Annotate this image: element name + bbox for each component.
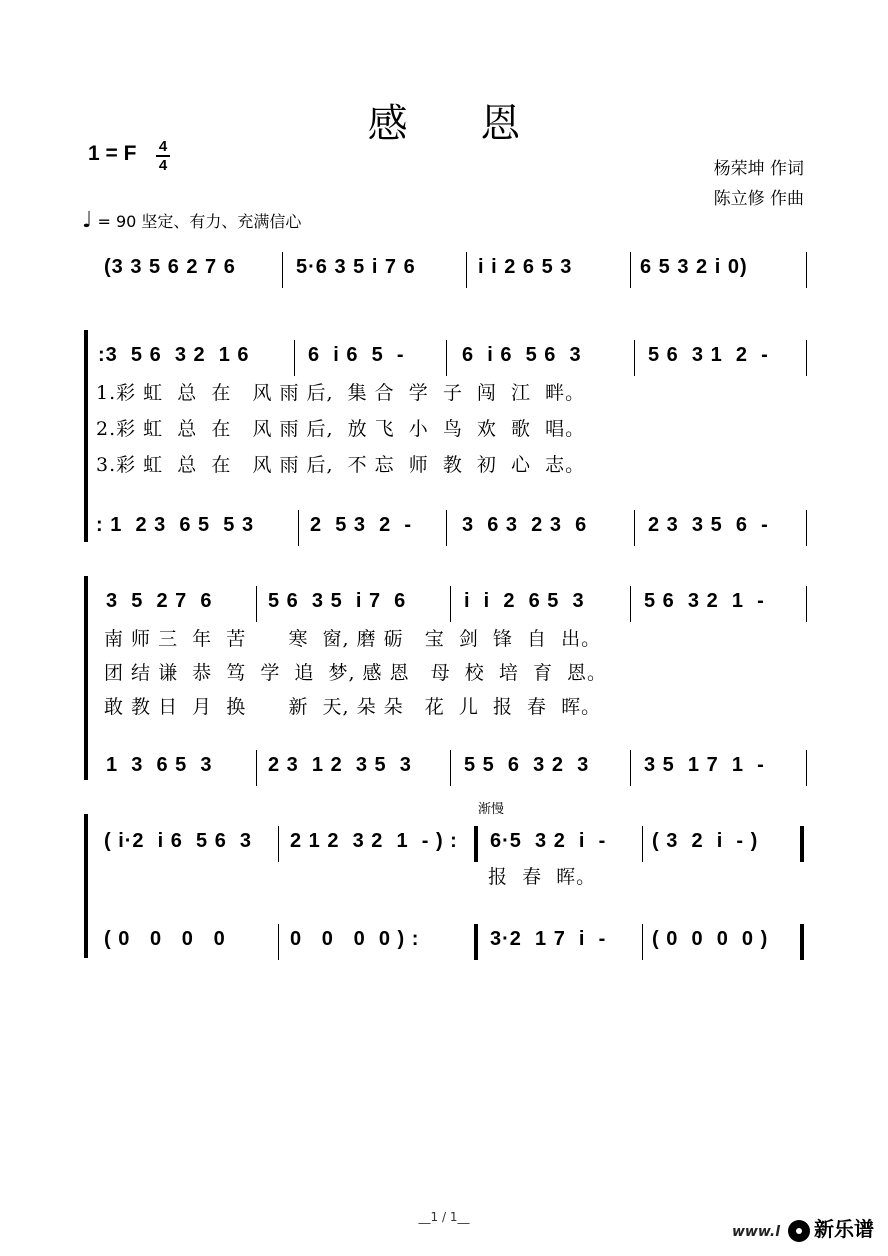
intro-measure-3: i i 2 6 5 3 [478,256,573,278]
barline [630,586,631,622]
s3-lower-measure-4: ( 0 0 0 0 ) [652,928,769,950]
time-signature-bottom: 4 [158,157,168,174]
s1-upper-measure-3: 6 i 6 5 6 3 [462,344,582,366]
barline [282,252,283,288]
intro-measure-1: (3 3 5 6 2 7 6 [104,256,236,278]
s1-lower-measure-4: 2 3 3 5 6 - [648,514,769,536]
time-signature [156,139,170,173]
s3-upper-measure-1: ( i·2 i 6 5 6 3 [104,830,253,852]
repeat-end-barline [474,826,478,862]
barline [630,252,631,288]
barline [294,340,295,376]
s3-lower-measure-2: 0 0 0 0 ) : [290,928,420,950]
s2-upper-measure-1: 3 5 2 7 6 [106,590,213,612]
s1-lyric-verse-1: 1.彩 虹 总 在 风 雨 后, 集 合 学 子 闯 江 畔。 [96,382,586,404]
page-number: __1 / 1__ [418,1210,470,1224]
s1-lyric-verse-3: 3.彩 虹 总 在 风 雨 后, 不 忘 师 教 初 心 志。 [96,454,586,476]
s2-lyric-verse-3: 敢 教 日 月 换 新 天, 朵 朵 花 儿 报 春 晖。 [104,696,602,718]
s2-upper-measure-3: i i 2 6 5 3 [464,590,585,612]
record-logo-icon [788,1220,810,1242]
s3-lyric: 报 春 晖。 [488,866,597,888]
barline [446,340,447,376]
composer-credit: 陈立修 作曲 [713,189,804,209]
tempo-marking [82,208,301,233]
barline [634,510,635,546]
s2-upper-measure-4: 5 6 3 2 1 - [644,590,765,612]
final-barline [800,826,804,862]
lyricist-credit: 杨荣坤 作词 [713,159,804,179]
system-bracket [84,330,88,542]
s3-upper-measure-4: ( 3 2 i - ) [652,830,759,852]
s3-upper-measure-2: 2 1 2 3 2 1 - ) : [290,830,458,852]
intro-measure-4: 6 5 3 2 i 0) [640,256,748,278]
s2-lower-measure-1: 1 3 6 5 3 [106,754,213,776]
s1-lower-measure-3: 3 6 3 2 3 6 [462,514,588,536]
barline [634,340,635,376]
s2-lyric-verse-2: 团 结 谦 恭 笃 学 追 梦, 感 恩 母 校 培 育 恩。 [104,662,608,684]
time-signature-top: 4 [158,138,168,155]
s2-upper-measure-2: 5 6 3 5 i 7 6 [268,590,407,612]
watermark [732,1213,874,1242]
system-bracket [84,814,88,958]
tempo-text: = 90 坚定、有力、充满信心 [97,212,302,231]
barline [806,510,807,546]
barline [256,750,257,786]
s3-lower-measure-3: 3·2 1 7 i - [490,928,607,950]
repeat-end-barline [474,924,478,960]
ritardando-marking: 渐慢 [478,802,505,817]
s1-lower-measure-2: 2 5 3 2 - [310,514,413,536]
system-bracket [84,576,88,780]
barline [806,252,807,288]
barline [630,750,631,786]
barline [446,510,447,546]
barline [466,252,467,288]
s1-lower-measure-1: : 1 2 3 6 5 5 3 [96,514,255,536]
intro-measure-2: 5·6 3 5 i 7 6 [296,256,416,278]
final-barline [800,924,804,960]
s1-upper-measure-1: :3 5 6 3 2 1 6 [98,344,250,366]
s2-lower-measure-4: 3 5 1 7 1 - [644,754,765,776]
song-title: 感 恩 [367,101,551,147]
watermark-url: www.l [731,1224,780,1240]
barline [450,750,451,786]
quarter-note-icon: ♩ [82,208,93,233]
barline [806,750,807,786]
barline [256,586,257,622]
key-signature: 1 = F [88,142,137,165]
barline [278,924,279,960]
barline [298,510,299,546]
barline [642,924,643,960]
barline [450,586,451,622]
s3-upper-measure-3: 6·5 3 2 i - [490,830,607,852]
barline [806,340,807,376]
s1-lyric-verse-2: 2.彩 虹 总 在 风 雨 后, 放 飞 小 鸟 欢 歌 唱。 [96,418,586,440]
s3-lower-measure-1: ( 0 0 0 0 [104,928,226,950]
s2-lyric-verse-1: 南 师 三 年 苦 寒 窗, 磨 砺 宝 剑 锋 自 出。 [104,628,602,650]
s2-lower-measure-2: 2 3 1 2 3 5 3 [268,754,412,776]
watermark-brand: 新乐谱 [814,1217,874,1241]
s1-upper-measure-2: 6 i 6 5 - [308,344,405,366]
barline [278,826,279,862]
s1-upper-measure-4: 5 6 3 1 2 - [648,344,769,366]
barline [806,586,807,622]
barline [642,826,643,862]
s2-lower-measure-3: 5 5 6 3 2 3 [464,754,590,776]
